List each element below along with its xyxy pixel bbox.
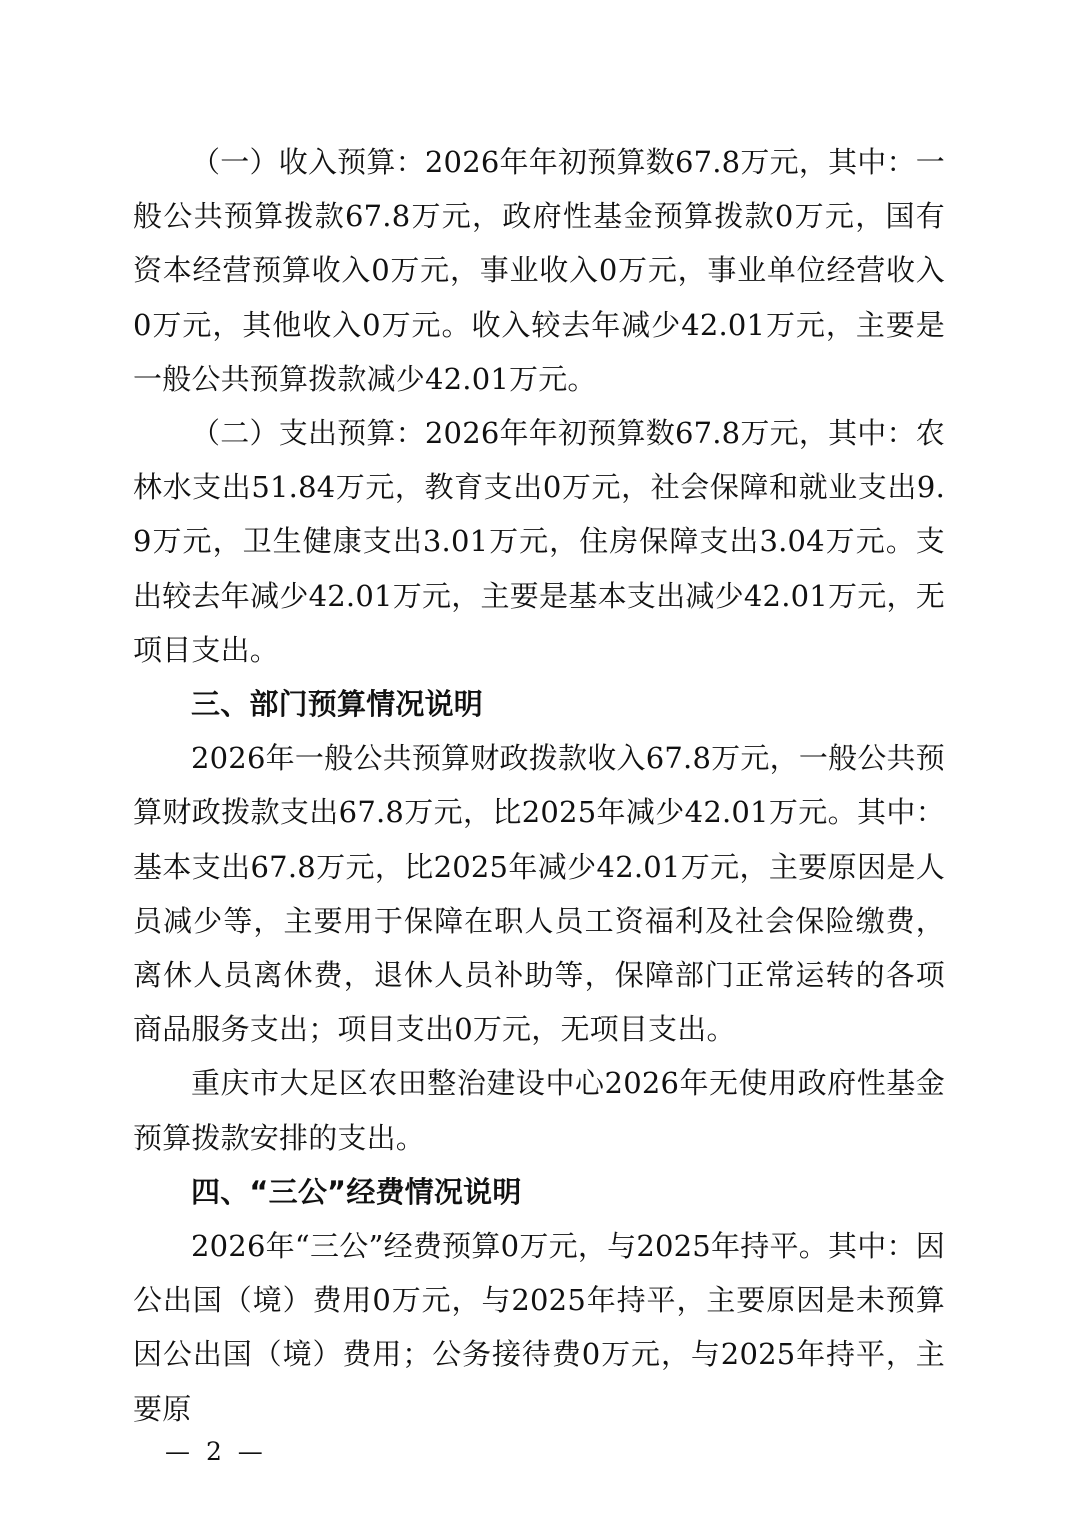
department-budget-paragraph: 2026年一般公共预算财政拨款收入67.8万元，一般公共预算财政拨款支出67.8万元，比2025年减少42.01万元。其中：基本支出67.8万元，比2025年减少42.01万元，主要原因是人员减少等，主要用于保障在职人员工资福利及社会保险缴费，离休人员离休费，退休人员补助等，保障部门正常运转的各项商品服务支出；项目支出0万元，无项目支出。 bbox=[133, 741, 945, 1047]
government-fund-paragraph: 重庆市大足区农田整治建设中心2026年无使用政府性基金预算拨款安排的支出。 bbox=[133, 1066, 945, 1155]
income-budget-paragraph: （一）收入预算：2026年年初预算数67.8万元，其中：一般公共预算拨款67.8万元，政府性基金预算拨款0万元，国有资本经营预算收入0万元，事业收入0万元，事业单位经营收入0万元，其他收入0万元。收入较去年减少42.01万元，主要是一般公共预算拨款减少42.01万元。 bbox=[133, 145, 945, 396]
document-body bbox=[133, 135, 945, 1436]
section-heading-department-budget: 三、部门预算情况说明 bbox=[191, 687, 484, 722]
page-number: — 2 — bbox=[165, 1437, 267, 1466]
section-heading-three-public-expenses: 四、“三公”经费情况说明 bbox=[191, 1174, 522, 1209]
expenditure-budget-paragraph: （二）支出预算：2026年年初预算数67.8万元，其中：农林水支出51.84万元，教育支出0万元，社会保障和就业支出9.9万元，卫生健康支出3.01万元，住房保障支出3.04万元。支出较去年减少42.01万元，主要是基本支出减少42.01万元，无项目支出。 bbox=[133, 416, 945, 667]
three-public-expenses-paragraph: 2026年“三公”经费预算0万元，与2025年持平。其中：因公出国（境）费用0万元，与2025年持平，主要原因是未预算因公出国（境）费用；公务接待费0万元，与2025年持平，主要原 bbox=[133, 1229, 945, 1426]
